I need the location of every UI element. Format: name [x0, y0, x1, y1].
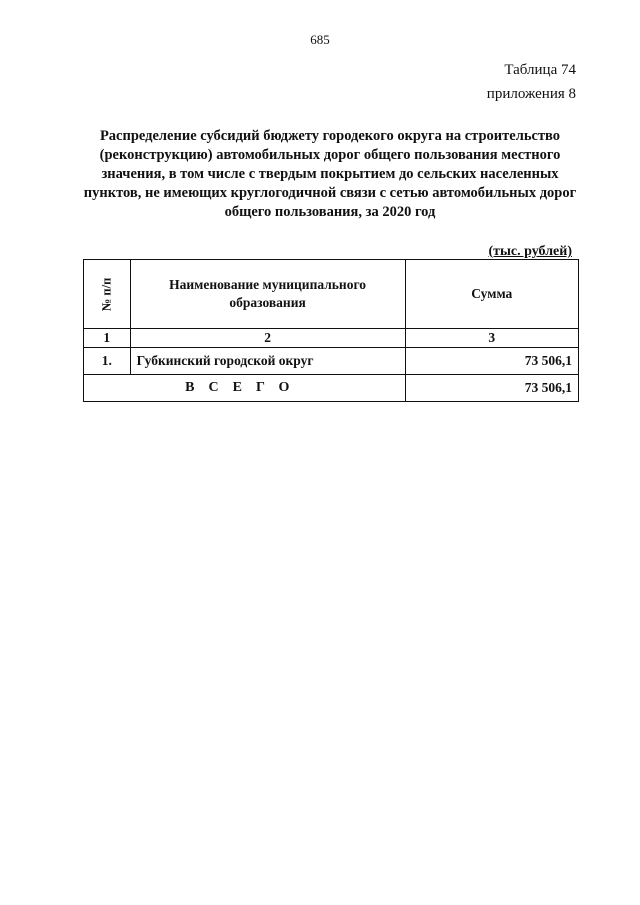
- document-title: Распределение субсидий бюджету городекого округа на строительство (реконструкцию) автомобильных дорог общего пользования местного значения, в том числе с твердым покрытием до сельских населенных пунктов, не имеющих круглогодичной связи с сетью автомобильных дорог общего пользования, за 2020 год: [83, 128, 577, 220]
- column-index: 1: [84, 329, 131, 348]
- total-label: ВСЕГО: [84, 375, 406, 402]
- municipality-name: Губкинский городской округ: [130, 348, 405, 375]
- table-reference: Таблица 74: [504, 62, 576, 78]
- header-number: [84, 260, 131, 329]
- appendix-reference: приложения 8: [486, 86, 576, 102]
- column-index-row: [84, 329, 579, 348]
- units-label: (тыс. рублей): [488, 244, 572, 259]
- subsidy-table: [83, 259, 579, 402]
- row-sum: 73 506,1: [405, 348, 578, 375]
- total-sum: 73 506,1: [405, 375, 578, 402]
- table-header-row: [84, 260, 579, 329]
- table-row: [84, 348, 579, 375]
- total-row: [84, 375, 579, 402]
- header-sum: Сумма: [405, 260, 578, 329]
- header-number-label: № п/п: [99, 277, 114, 312]
- header-municipality: Наименование муниципального образования: [130, 260, 405, 329]
- row-number: 1.: [84, 348, 131, 375]
- column-index: 3: [405, 329, 578, 348]
- column-index: 2: [130, 329, 405, 348]
- page-number: 685: [310, 32, 330, 47]
